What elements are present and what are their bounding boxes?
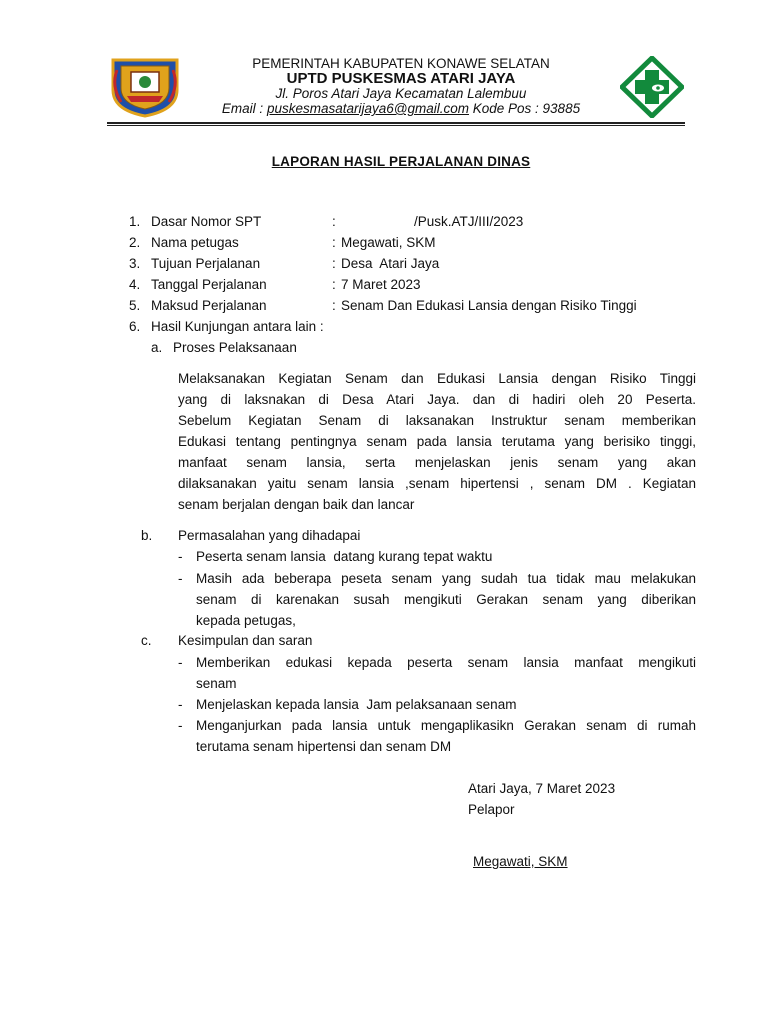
bullet-dash: -: [178, 697, 183, 712]
paragraph-line: dilaksanakan yaitu senam lansia ,senam hipertensi , senam DM . Kegiatan: [178, 476, 696, 491]
field-separator: :: [332, 214, 336, 229]
place-date: Atari Jaya, 7 Maret 2023: [468, 781, 616, 796]
section-marker: a.: [151, 340, 163, 355]
contact-line: [200, 101, 602, 117]
section-title: Proses Pelaksanaan: [173, 340, 297, 355]
list-item: Menjelaskan kepada lansia Jam pelaksanaan senam: [196, 697, 517, 712]
section-title: Permasalahan yang dihadapai: [178, 528, 361, 543]
field-value: /Pusk.ATJ/III/2023: [414, 214, 524, 229]
field-label: Nama petugas: [151, 235, 239, 250]
list-item: [196, 568, 696, 631]
postal-code: Kode Pos : 93885: [472, 101, 581, 116]
government-name: PEMERINTAH KABUPATEN KONAWE SELATAN: [252, 56, 550, 71]
list-item-line: senam di karenakan susah mengikuti Gerakan senam yang diberikan: [196, 592, 696, 607]
field-value: Senam Dan Edukasi Lansia dengan Risiko Tinggi: [341, 298, 637, 313]
document-title: LAPORAN HASIL PERJALANAN DINAS: [271, 154, 531, 169]
field-number: 2.: [129, 235, 141, 250]
email-label: Email :: [221, 101, 264, 116]
list-item: Peserta senam lansia datang kurang tepat waktu: [196, 549, 493, 564]
paragraph-line: yang di laksnakan di Desa Atari Jaya. dan di hadiri oleh 20 Peserta.: [178, 392, 696, 407]
regency-seal-logo: [107, 56, 183, 118]
bullet-dash: -: [178, 571, 183, 586]
field-label: Hasil Kunjungan antara lain :: [151, 319, 324, 334]
field-number: 3.: [129, 256, 141, 271]
field-number: 1.: [129, 214, 141, 229]
section-marker: b.: [141, 528, 153, 543]
puskesmas-cross-logo: [620, 56, 684, 118]
paragraph-line: manfaat senam lansia, serta menjelaskan jenis senam yang akan: [178, 455, 696, 470]
list-item: [196, 652, 696, 694]
bullet-dash: -: [178, 655, 183, 670]
list-item-line: senam: [196, 676, 237, 691]
institution-name: UPTD PUSKESMAS ATARI JAYA: [286, 70, 516, 87]
list-item-line: Menganjurkan pada lansia untuk mengaplikasikn Gerakan senam di rumah: [196, 718, 696, 733]
bullet-dash: -: [178, 549, 183, 564]
field-label: Maksud Perjalanan: [151, 298, 267, 313]
field-separator: :: [332, 235, 336, 250]
list-item-line: Masih ada beberapa peseta senam yang sudah tua tidak mau melakukan: [196, 571, 696, 586]
list-item: [196, 715, 696, 757]
signer-name: Megawati, SKM: [473, 854, 568, 869]
paragraph-line: senam berjalan dengan baik dan lancar: [178, 497, 415, 512]
list-item-line: terutama senam hipertensi dan senam DM: [196, 739, 452, 754]
letterhead-divider: [107, 122, 685, 124]
field-value: 7 Maret 2023: [341, 277, 421, 292]
field-value: Desa Atari Jaya: [341, 256, 440, 271]
paragraph-line: Melaksanakan Kegiatan Senam dan Edukasi Lansia dengan Risiko Tinggi: [178, 371, 696, 386]
field-label: Dasar Nomor SPT: [151, 214, 262, 229]
section-marker: c.: [141, 633, 152, 648]
field-number: 4.: [129, 277, 141, 292]
process-paragraph: [178, 368, 696, 515]
bullet-dash: -: [178, 718, 183, 733]
field-label: Tanggal Perjalanan: [151, 277, 267, 292]
field-number: 6.: [129, 319, 141, 334]
field-separator: :: [332, 256, 336, 271]
email-link[interactable]: puskesmasatarijaya6@gmail.com: [266, 101, 469, 116]
institution-address: Jl. Poros Atari Jaya Kecamatan Lalembuu: [275, 86, 527, 101]
paragraph-line: Edukasi tentang pentingnya senam pada lansia terutama yang berisiko tinggi,: [178, 434, 696, 449]
list-item-line: kepada petugas,: [196, 613, 296, 628]
field-separator: :: [332, 298, 336, 313]
section-title: Kesimpulan dan saran: [178, 633, 313, 648]
paragraph-line: Sebelum Kegiatan Senam di laksanakan Instruktur senam memberikan: [178, 413, 696, 428]
signer-role: Pelapor: [468, 802, 515, 817]
field-value: Megawati, SKM: [341, 235, 436, 250]
field-number: 5.: [129, 298, 141, 313]
list-item-line: Memberikan edukasi kepada peserta senam lansia manfaat mengikuti: [196, 655, 696, 670]
letterhead-divider-thin: [107, 125, 685, 126]
field-separator: :: [332, 277, 336, 292]
field-label: Tujuan Perjalanan: [151, 256, 261, 271]
